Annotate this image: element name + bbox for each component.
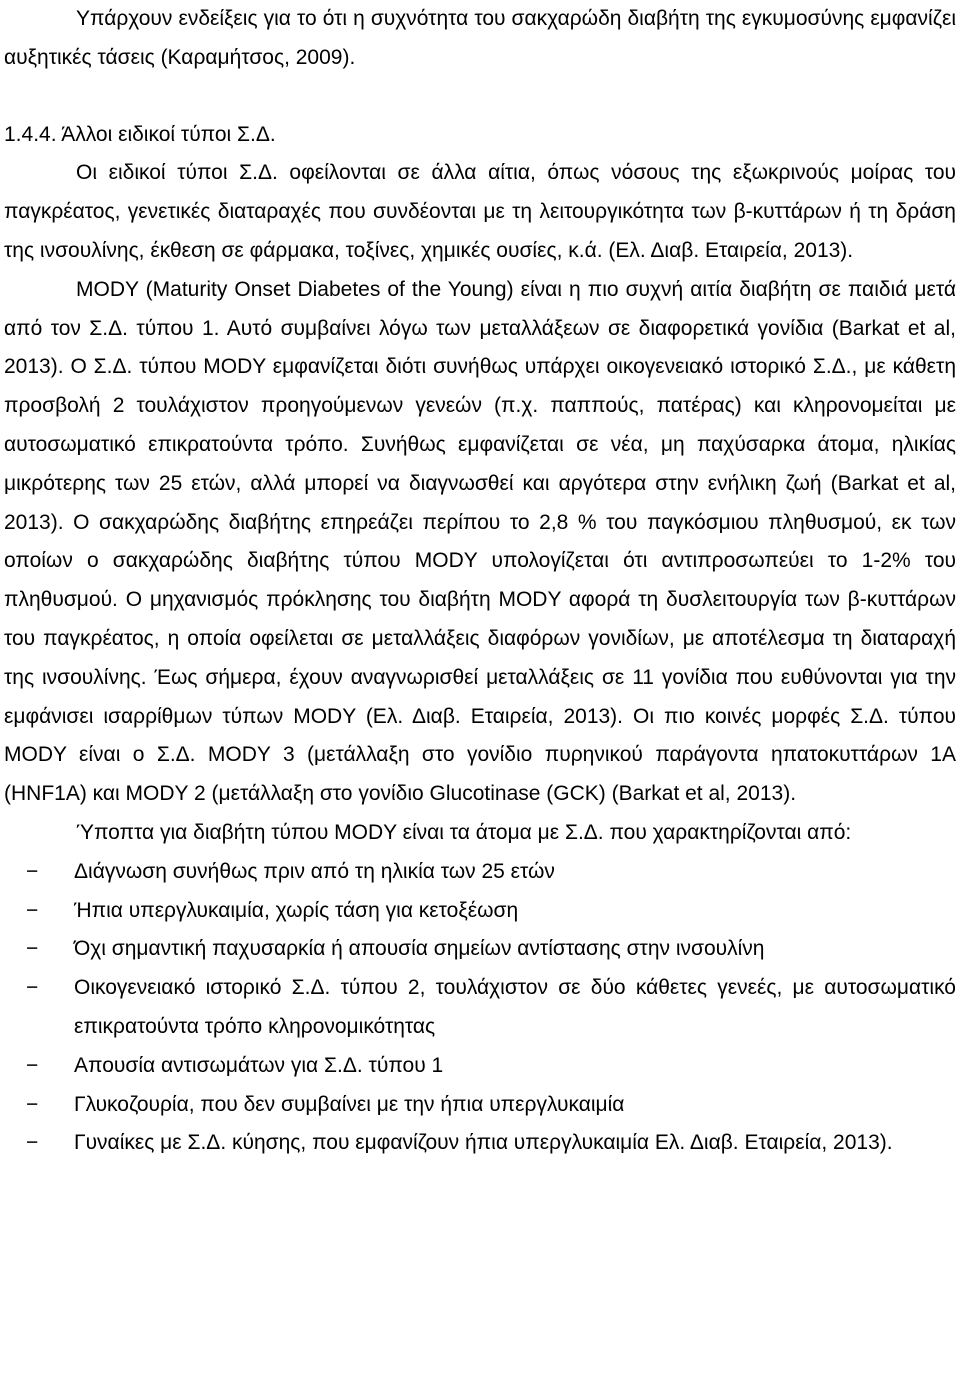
- list-marker: −: [26, 976, 39, 1000]
- list-marker: −: [26, 937, 39, 961]
- list-item-text: Οικογενειακό ιστορικό Σ.Δ. τύπου 2, τουλάχιστον σε δύο κάθετες γενεές, με αυτοσωματικό επικρατούντα τρόπο κληρονομικότητας: [74, 976, 956, 1038]
- criteria-list: [4, 853, 956, 1163]
- list-item-text: Απουσία αντισωμάτων για Σ.Δ. τύπου 1: [74, 1053, 444, 1077]
- paragraph-mody: MODY (Maturity Onset Diabetes of the Young) είναι η πιο συχνή αιτία διαβήτη σε παιδιά μετά από τον Σ.Δ. τύπου 1. Αυτό συμβαίνει λόγω των μεταλλάξεων σε διαφορετικά γονίδια (Barkat et al, 2013). Ο Σ.Δ. τύπου MODY εμφανίζεται διότι συνήθως υπάρχει οικογενειακό ιστορικό Σ.Δ., με κάθετη προσβολή 2 τουλάχιστον προηγούμενων γενεών (π.χ. παππούς, πατέρας) και κληρονομείται με αυτοσωματικό επικρατούντα τρόπο. Συνήθως εμφανίζεται σε νέα, μη παχύσαρκα άτομα, ηλικίας μικρότερης των 25 ετών, αλλά μπορεί να διαγνωσθεί και αργότερα στην ενήλικη ζωή (Barkat et al, 2013). Ο σακχαρώδης διαβήτης επηρεάζει περίπου το 2,8 % του παγκόσμιου πληθυσμού, εκ των οποίων ο σακχαρώδης διαβήτης τύπου MODY υπολογίζεται ότι αντιπροσωπεύει το 1-2% του πληθυσμού. Ο μηχανισμός πρόκλησης του διαβήτη MODY αφορά τη δυσλειτουργία των β-κυττάρων του παγκρέατος, η οποία οφείλεται σε μεταλλάξεις διαφόρων γονιδίων, με αποτέλεσμα τη διαταραχή της ινσουλίνης. Έως σήμερα, έχουν αναγνωρισθεί μεταλλάξεις σε 11 γονίδια που ευθύνονται για την εμφάνισει ισαρρίθμων τύπων MODY (Ελ. Διαβ. Εταιρεία, 2013). Οι πιο κοινές μορφές Σ.Δ. τύπου MODY είναι ο Σ.Δ. MODY 3 (μετάλλαξη στο γονίδιο πυρηνικού παράγοντα ηπατοκυττάρων 1Α (HNF1A) και MODY 2 (μετάλλαξη στο γονίδιο Glucotinase (GCK) (Barkat et al, 2013).: [4, 277, 956, 806]
- document-page: [4, 0, 956, 1163]
- paragraph-other-types: Οι ειδικοί τύποι Σ.Δ. οφείλονται σε άλλα αίτια, όπως νόσους της εξωκρινούς μοίρας του παγκρέατος, γενετικές διαταραχές που συνδέονται με τη λειτουργικότητα των β-κυττάρων ή τη δράση της ινσουλίνης, έκθεση σε φάρμακα, τοξίνες, χημικές ουσίες, κ.ά. (Ελ. Διαβ. Εταιρεία, 2013).: [4, 161, 956, 262]
- list-item: [4, 930, 956, 969]
- list-marker: −: [26, 1131, 39, 1155]
- list-item: [4, 1047, 956, 1086]
- list-item-text: Ήπια υπεργλυκαιμία, χωρίς τάση για κετοξέωση: [74, 898, 519, 922]
- list-item-text: Γυναίκες με Σ.Δ. κύησης, που εμφανίζουν ήπια υπεργλυκαιμία Ελ. Διαβ. Εταιρεία, 2013).: [74, 1131, 893, 1155]
- list-item-text: Διάγνωση συνήθως πριν από τη ηλικία των 25 ετών: [74, 859, 555, 883]
- list-marker: −: [26, 859, 39, 883]
- list-item: [4, 969, 956, 1047]
- list-item: [4, 1124, 956, 1163]
- list-item: [4, 853, 956, 892]
- intro-paragraph: Υπάρχουν ενδείξεις για το ότι η συχνότητα του σακχαρώδη διαβήτη της εγκυμοσύνης εμφανίζει αυξητικές τάσεις (Καραμήτσος, 2009).: [4, 7, 956, 69]
- list-item-text: Όχι σημαντική παχυσαρκία ή απουσία σημείων αντίστασης στην ινσουλίνη: [74, 937, 765, 961]
- list-item: [4, 892, 956, 931]
- list-marker: −: [26, 1053, 39, 1077]
- list-marker: −: [26, 898, 39, 922]
- criteria-intro: Ύποπτα για διαβήτη τύπου MODY είναι τα άτομα με Σ.Δ. που χαρακτηρίζονται από:: [76, 820, 852, 844]
- list-marker: −: [26, 1092, 39, 1116]
- list-item-text: Γλυκοζουρία, που δεν συμβαίνει με την ήπια υπεργλυκαιμία: [74, 1092, 625, 1116]
- section-heading: 1.4.4. Άλλοι ειδικοί τύποι Σ.Δ.: [4, 122, 276, 146]
- list-item: [4, 1086, 956, 1125]
